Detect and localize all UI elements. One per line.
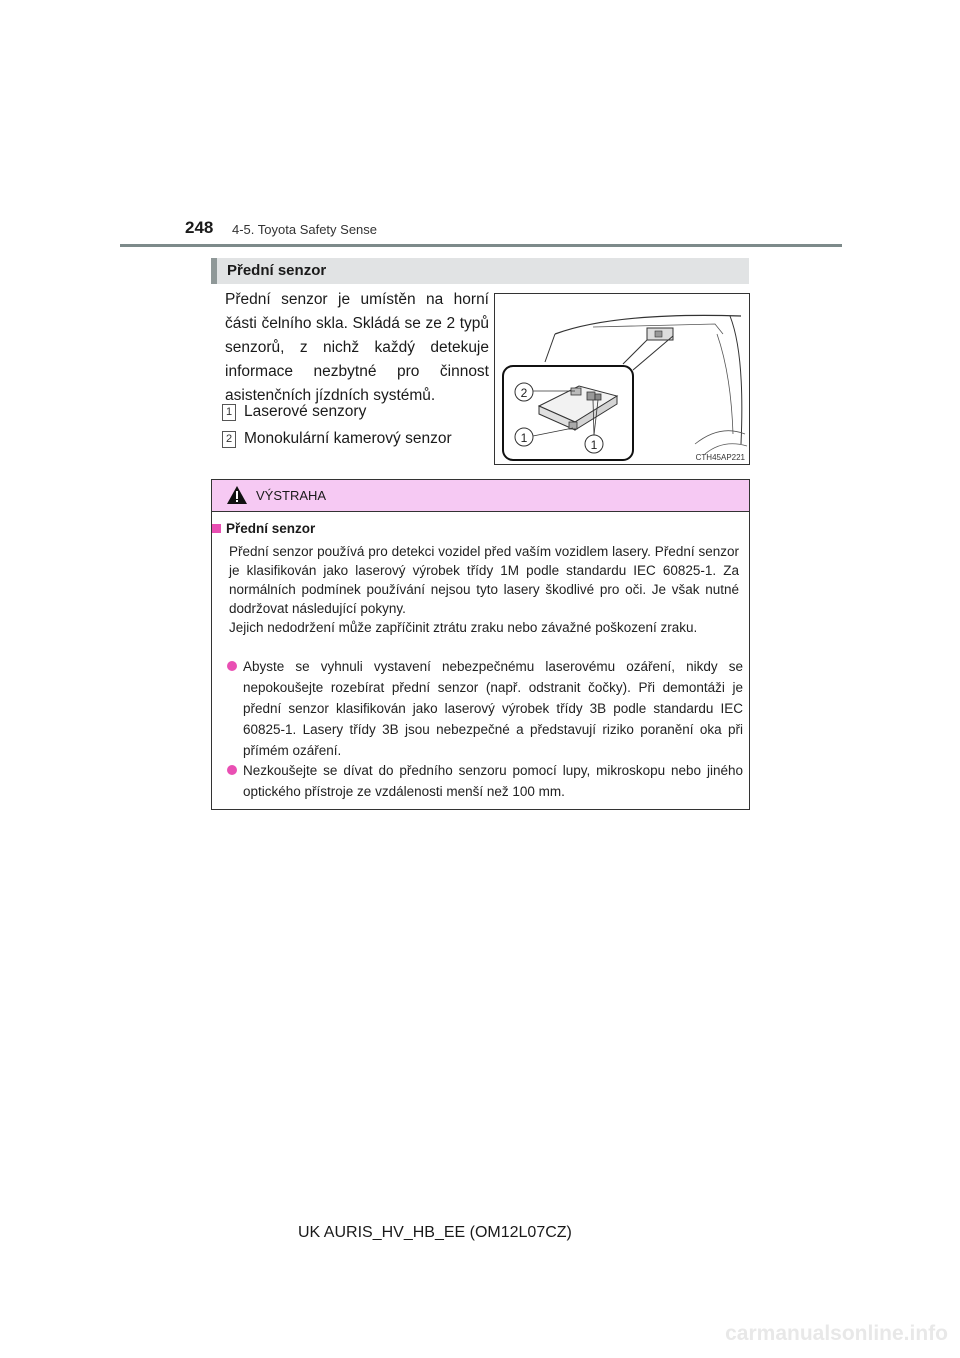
sensor-illustration — [494, 293, 750, 465]
section-title: 4-5. Toyota Safety Sense — [232, 222, 378, 237]
figure-callout-1a: 1 — [520, 431, 528, 445]
list-item-camera-sensor — [222, 430, 452, 448]
footer-document-code: UK AURIS_HV_HB_EE (OM12L07CZ) — [298, 1224, 572, 1241]
warning-subheading — [212, 521, 315, 536]
section-heading: Přední senzor — [227, 262, 327, 279]
figure-code: CTH45AP221 — [695, 453, 745, 462]
section-heading-bar — [211, 258, 749, 284]
warning-paragraph: Jejich nedodržení může zapříčinit ztrátu zraku nebo závažné poškození zraku. — [229, 620, 698, 635]
warning-subheading-text: Přední senzor — [226, 521, 316, 536]
warning-header — [212, 480, 749, 512]
warning-label: VÝSTRAHA — [256, 488, 327, 503]
list-item-label: Laserové senzory — [244, 403, 367, 420]
header-rule — [120, 244, 842, 247]
windshield-sensor-drawing — [495, 294, 749, 464]
circle-bullet-icon — [227, 661, 237, 671]
list-item-label: Monokulární kamerový senzor — [244, 430, 452, 447]
callout-number-badge: 2 — [222, 431, 236, 448]
warning-bullet — [227, 656, 743, 761]
callout-number-badge: 1 — [222, 404, 236, 421]
watermark: carmanualsonline.info — [725, 1322, 948, 1345]
figure-callout-1b: 1 — [590, 438, 598, 452]
warning-bullet-text: Abyste se vyhnuli vystavení nebezpečnému laserovému ozáření, nikdy se nepokoušejte rozebírat přední senzor (např. odstranit čočky). Při demontáži je přední senzor klasifikován jako laserový výrobek třídy 3B podle standardu IEC 60825-1. Lasery třídy 3B jsou nebezpečné a představují riziko poranění oka při přímém ozáření. — [243, 659, 743, 758]
warning-bullet — [227, 760, 743, 802]
square-bullet-icon — [212, 524, 221, 533]
warning-triangle-icon — [226, 485, 248, 505]
warning-box — [211, 479, 750, 810]
list-item-laser-sensors — [222, 403, 366, 421]
intro-paragraph: Přední senzor je umístěn na horní části čelního skla. Skládá se ze 2 typů senzorů, z nichž každý detekuje informace nezbytné pro činnost asistenčních jízdních systémů. — [225, 291, 489, 404]
circle-bullet-icon — [227, 765, 237, 775]
page-number: 248 — [185, 218, 214, 237]
figure-callout-2: 2 — [520, 386, 528, 400]
warning-paragraph: Přední senzor používá pro detekci vozidel před vaším vozidlem lasery. Přední senzor je klasifikován jako laserový výrobek třídy 1M podle standardu IEC 60825-1. Za normálních podmínek používání nejsou tyto lasery škodlivé pro oči. Je však nutné dodržovat následující pokyny. — [229, 544, 739, 616]
warning-bullet-text: Nezkoušejte se dívat do předního senzoru pomocí lupy, mikroskopu nebo jiného optického přístroje ze vzdálenosti menší než 100 mm. — [243, 763, 743, 799]
